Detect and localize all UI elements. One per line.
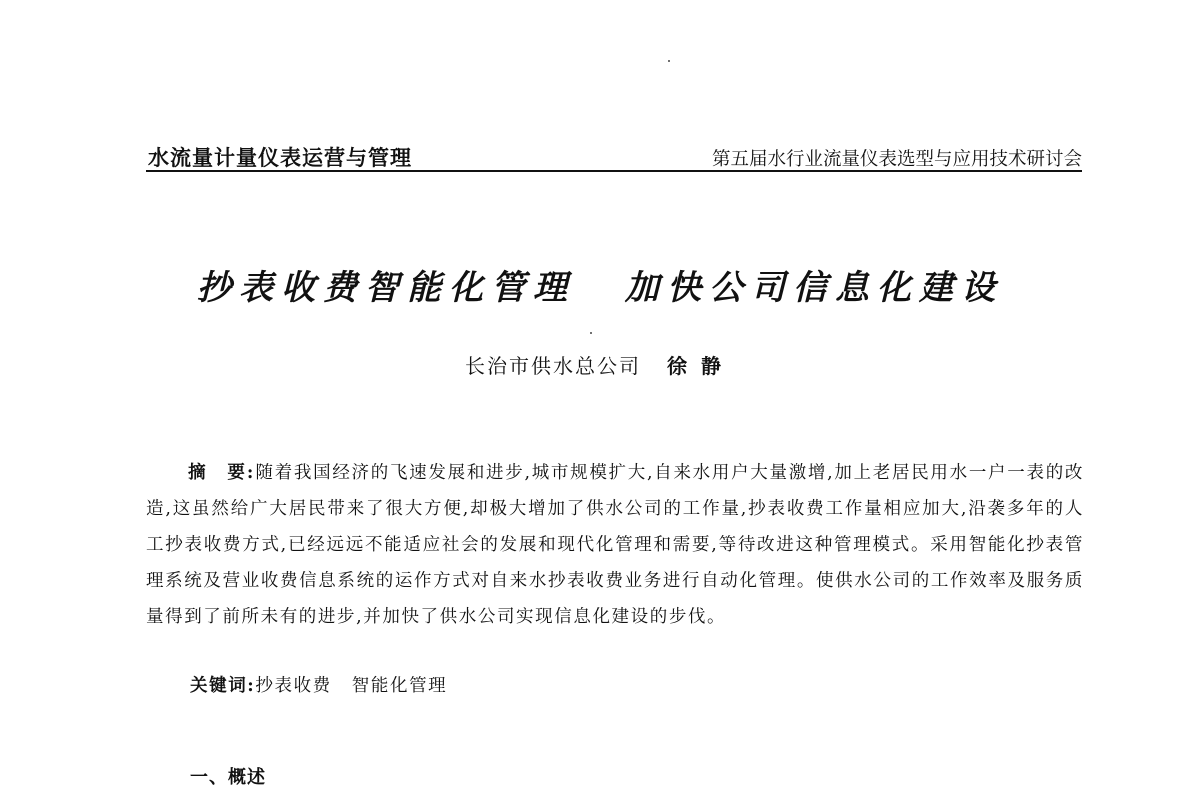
keywords-line [190,672,447,697]
paper-title [0,260,1200,309]
abstract-label: 摘 要: [188,463,256,483]
header-rule [146,170,1082,172]
running-header-series-title: 水流量计量仪表运营与管理 [148,146,412,170]
paper-title-part-1: 抄表收费智能化管理 [197,268,575,308]
author-name: 徐静 [667,354,735,378]
running-header-conference-title: 第五届水行业流量仪表选型与应用技术研讨会 [711,149,1082,170]
keyword-item: 抄表收费 [255,676,332,696]
scan-speck [668,60,670,62]
scan-speck [590,332,592,334]
abstract-text: 随着我国经济的飞速发展和进步,城市规模扩大,自来水用户大量激增,加上老居民用水一户一表的改造,这虽然给广大居民带来了很大方便,却极大增加了供水公司的工作量,抄表收费工作量相应加大,沿袭多年的人工抄表收费方式,已经远远不能适应社会的发展和现代化管理和需要,等待改进这种管理模式。采用智能化抄表管理系统及营业收费信息系统的运作方式对自来水抄表收费业务进行自动化管理。使供水公司的工作效率及服务质量得到了前所未有的进步,并加快了供水公司实现信息化建设的步伐。 [146,463,1084,627]
author-organization: 长治市供水总公司 [465,354,641,378]
abstract [146,455,1084,635]
keyword-item: 智能化管理 [351,676,448,696]
author-line [0,350,1200,379]
section-heading: 一、概述 [190,767,266,788]
keywords-label: 关键词: [190,676,256,696]
paper-title-part-2: 加快公司信息化建设 [625,268,1003,308]
